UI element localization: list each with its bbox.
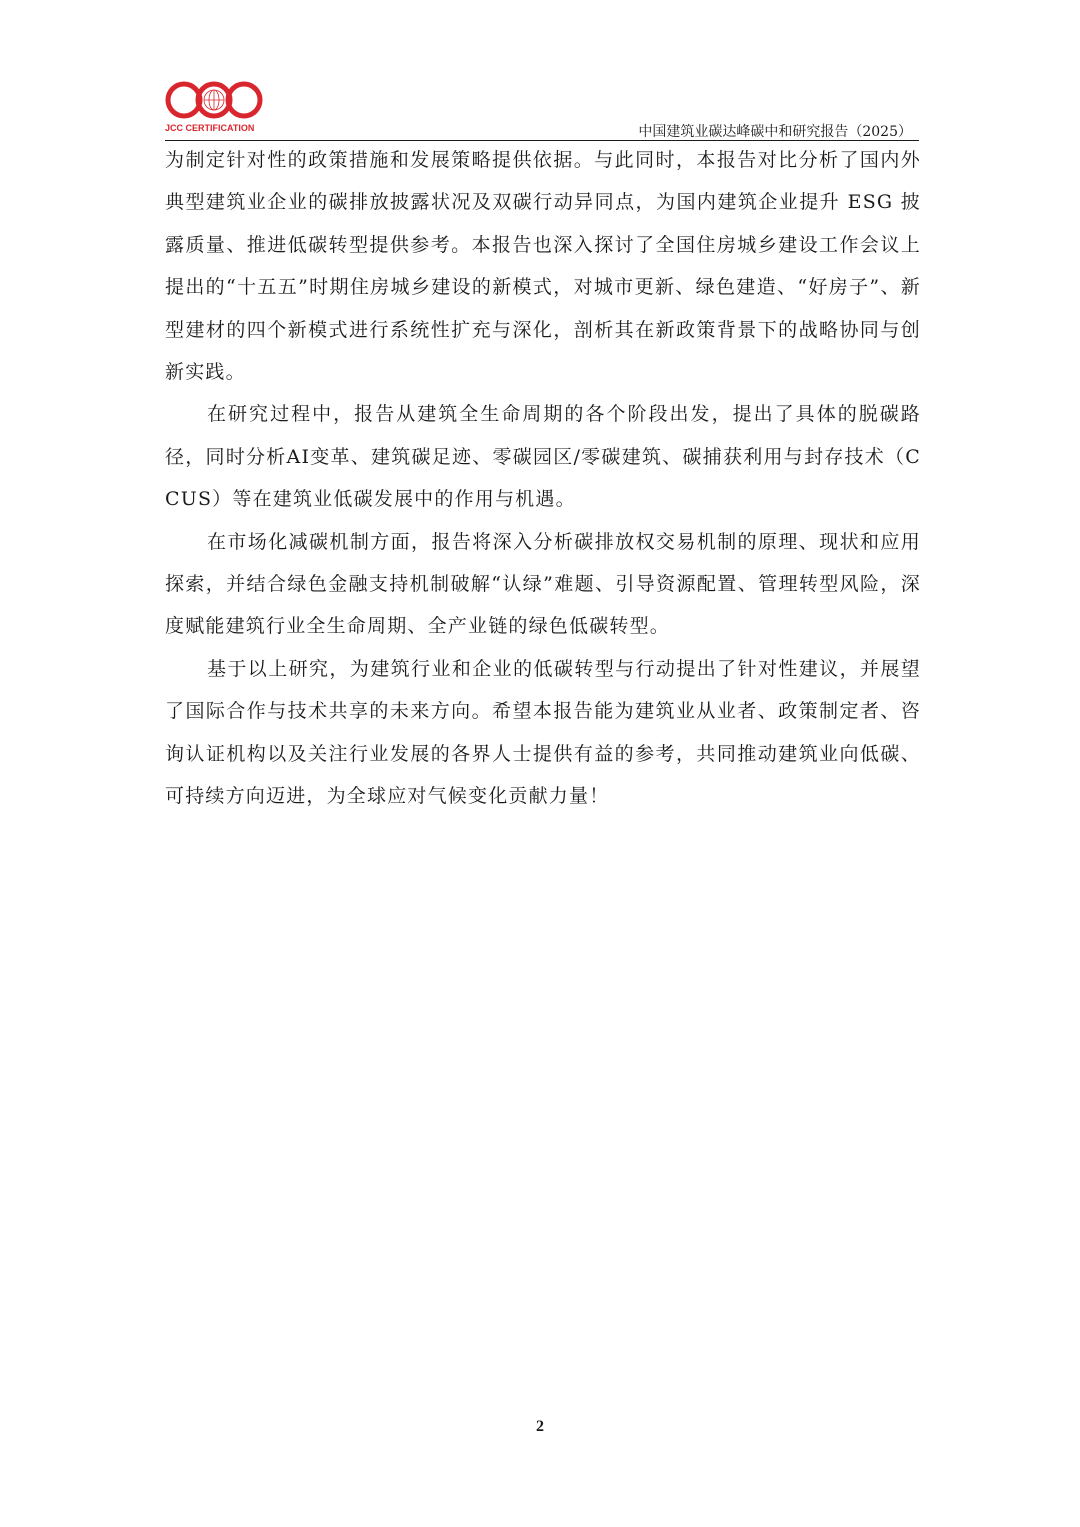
jcc-rings-icon bbox=[165, 78, 265, 122]
page-number: 2 bbox=[536, 1418, 544, 1435]
paragraph-4: 基于以上研究，为建筑行业和企业的低碳转型与行动提出了针对性建议，并展望了国际合作与技术共享的未来方向。希望本报告能为建筑业从业者、政策制定者、咨询认证机构以及关注行业发展的各界人士提供有益的参考，共同推动建筑业向低碳、可持续方向迈进，为全球应对气候变化贡献力量！ bbox=[165, 657, 921, 808]
report-title: 中国建筑业碳达峰碳中和研究报告（2025） bbox=[638, 124, 912, 140]
paragraph-1: 为制定针对性的政策措施和发展策略提供依据。与此同时，本报告对比分析了国内外典型建筑业企业的碳排放披露状况及双碳行动异同点，为国内建筑企业提升 ESG 披露质量、推进低碳转型提供参考。本报告也深入探讨了全国住房城乡建设工作会议上提出的“十五五”时期住房城乡建设的新模式，对城市更新、绿色建造、“好房子”、新型建材的四个新模式进行系统性扩充与深化，剖析其在新政策背景下的战略协同与创新实践。 bbox=[165, 149, 921, 384]
logo-text: JCC CERTIFICATION bbox=[165, 123, 255, 133]
paragraph-3: 在市场化减碳机制方面，报告将深入分析碳排放权交易机制的原理、现状和应用探索，并结合绿色金融支持机制破解“认绿”难题、引导资源配置、管理转型风险，深度赋能建筑行业全生命周期、全产业链的绿色低碳转型。 bbox=[165, 530, 921, 638]
paragraph-2: 在研究过程中，报告从建筑全生命周期的各个阶段出发，提出了具体的脱碳路径，同时分析AI变革、建筑碳足迹、零碳园区/零碳建筑、碳捕获利用与封存技术（CCUS）等在建筑业低碳发展中的作用与机遇。 bbox=[165, 403, 921, 511]
jcc-logo bbox=[165, 78, 265, 138]
body-text bbox=[165, 139, 921, 818]
